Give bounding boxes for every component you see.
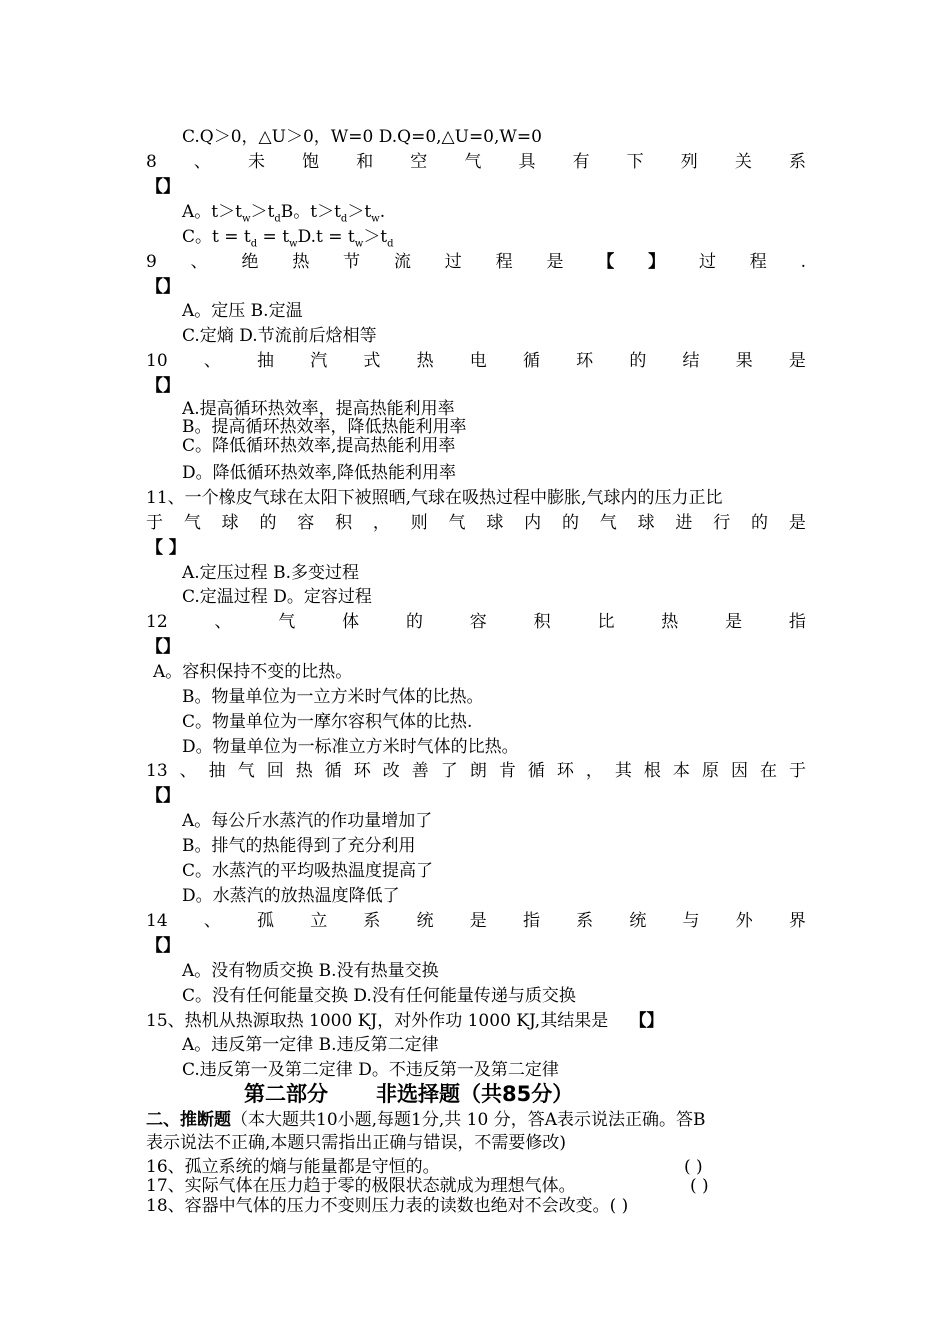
q13-stem-token: 、 bbox=[179, 761, 197, 781]
q9-bracket: 【】 bbox=[146, 277, 180, 297]
q13-stem-token: 热 bbox=[295, 761, 313, 781]
q8-stem-token: 未 bbox=[248, 152, 266, 172]
q11-stem-token: 容 bbox=[297, 513, 315, 533]
q10-stem-token: 果 bbox=[735, 351, 753, 371]
q12-option-b: B。物量单位为一立方米时气体的比热。 bbox=[182, 687, 484, 707]
part2-heading-left: 第二部分 bbox=[244, 1082, 328, 1106]
q8-option-ab-text: ＞t bbox=[250, 202, 275, 222]
q11-stem-token: 气 bbox=[599, 513, 617, 533]
q13-stem-token: 本 bbox=[672, 761, 690, 781]
q8-option-ab-text: A。t＞t bbox=[182, 202, 242, 222]
q15-option-ab: A。违反第一定律 B.违反第二定律 bbox=[182, 1035, 439, 1055]
q13-stem-token: 于 bbox=[788, 761, 806, 781]
q8-option-ab-text: ＞t bbox=[347, 202, 372, 222]
q15-option-cd: C.违反第一及第二定律 D。不违反第一及第二定律 bbox=[182, 1060, 559, 1080]
q9-stem-token: 9 bbox=[146, 252, 157, 272]
q14-bracket: 【】 bbox=[146, 936, 180, 956]
q10-bracket: 【】 bbox=[146, 376, 180, 396]
q10-stem-token: 抽 bbox=[257, 351, 275, 371]
section2-intro bbox=[146, 1109, 705, 1131]
q8-stem-token: 系 bbox=[788, 152, 806, 172]
q8-stem-token: 下 bbox=[626, 152, 644, 172]
q13-option-b: B。排气的热能得到了充分利用 bbox=[182, 836, 416, 856]
q8-option-cd-subscript: d bbox=[387, 238, 394, 250]
q12-stem-token: 的 bbox=[405, 612, 423, 632]
q9-stem-token: 热 bbox=[292, 252, 310, 272]
q12-stem-token: 12 bbox=[146, 612, 168, 632]
q8-option-cd-subscript: w bbox=[354, 238, 364, 250]
q9-stem-token: 流 bbox=[393, 252, 411, 272]
q10-stem bbox=[146, 350, 806, 372]
q14-stem-token: 立 bbox=[310, 911, 328, 931]
q14-stem bbox=[146, 910, 806, 932]
q14-stem-token: 系 bbox=[363, 911, 381, 931]
q11-stem-token: 内 bbox=[524, 513, 542, 533]
q13-stem-token: 因 bbox=[730, 761, 748, 781]
q13-stem-token: 回 bbox=[266, 761, 284, 781]
q9-stem-token: 是 bbox=[546, 252, 564, 272]
q15-stem bbox=[146, 1010, 664, 1032]
q12-option-d: D。物量单位为一标准立方米时气体的比热。 bbox=[182, 737, 519, 757]
q8-option-ab-subscript: d bbox=[274, 213, 281, 225]
q14-stem-token: 外 bbox=[735, 911, 753, 931]
q11-stem-token: 则 bbox=[410, 513, 428, 533]
q13-stem-token: 循 bbox=[527, 761, 545, 781]
q12-stem-token: 积 bbox=[533, 612, 551, 632]
q11-stem-token: 气 bbox=[183, 513, 201, 533]
q14-option-ab: A。没有物质交换 B.没有热量交换 bbox=[182, 961, 439, 981]
q12-stem-token: 比 bbox=[597, 612, 615, 632]
q8-stem-token: 、 bbox=[193, 152, 211, 172]
q8-option-cd-subscript: d bbox=[250, 238, 258, 250]
q8-option-ab-subscript: w bbox=[371, 213, 380, 225]
q8-stem-token: 有 bbox=[572, 152, 590, 172]
q11-stem-token: ， bbox=[372, 513, 390, 533]
q8-stem-token: 和 bbox=[356, 152, 374, 172]
q11-stem-token: 行 bbox=[713, 513, 731, 533]
q13-stem-token: 改 bbox=[382, 761, 400, 781]
q14-stem-token: 系 bbox=[576, 911, 594, 931]
q13-stem-token: ， bbox=[585, 761, 603, 781]
q9-stem-token: . bbox=[800, 252, 806, 272]
q13-stem-token: 善 bbox=[411, 761, 429, 781]
q8-option-cd-text: ＞t bbox=[363, 227, 388, 247]
q13-stem-token: 抽 bbox=[208, 761, 226, 781]
q13-stem-token: 根 bbox=[643, 761, 661, 781]
q16-text: 16、孤立系统的熵与能量都是守恒的。 bbox=[146, 1157, 440, 1177]
q17-answer-paren: ( ) bbox=[690, 1176, 709, 1196]
q13-stem-token: 了 bbox=[440, 761, 458, 781]
q12-option-a: A。容积保持不变的比热。 bbox=[153, 662, 353, 682]
q9-option-cd: C.定熵 D.节流前后焓相等 bbox=[182, 326, 377, 346]
q8-bracket: 【】 bbox=[146, 177, 180, 197]
q13-stem-token: 其 bbox=[614, 761, 632, 781]
q11-stem-line2 bbox=[146, 512, 806, 534]
q10-stem-token: 是 bbox=[788, 351, 806, 371]
q9-stem-token: 】 bbox=[648, 252, 666, 272]
q11-option-cd: C.定温过程 D。定容过程 bbox=[182, 587, 372, 607]
q14-stem-token: 统 bbox=[416, 911, 434, 931]
q11-stem-token: 是 bbox=[788, 513, 806, 533]
q7-option-cd: C.Q＞0，△U＞0，W=0 D.Q=0,△U=0,W=0 bbox=[182, 127, 542, 147]
q11-stem-token: 进 bbox=[675, 513, 693, 533]
q13-stem-token: 在 bbox=[759, 761, 777, 781]
q8-option-cd-text: = t bbox=[257, 227, 290, 247]
q10-stem-token: 环 bbox=[576, 351, 594, 371]
q10-stem-token: 热 bbox=[416, 351, 434, 371]
q8-option-ab-subscript: w bbox=[241, 213, 251, 225]
q8-stem-token: 列 bbox=[680, 152, 698, 172]
q13-stem-token: 循 bbox=[324, 761, 342, 781]
q18-text: 18、容器中气体的压力不变则压力表的读数也绝对不会改变。( ) bbox=[146, 1196, 629, 1216]
q9-stem-token: 过 bbox=[698, 252, 716, 272]
q11-stem-token: 气 bbox=[448, 513, 466, 533]
q12-bracket: 【】 bbox=[146, 637, 180, 657]
q13-stem-token: 环 bbox=[556, 761, 574, 781]
q10-stem-token: 结 bbox=[682, 351, 700, 371]
q8-stem-token: 具 bbox=[518, 152, 536, 172]
q10-option-c: C。降低循环热效率,提高热能利用率 bbox=[182, 436, 456, 456]
q12-stem-token: 指 bbox=[788, 612, 806, 632]
q11-bracket: 【 】 bbox=[146, 538, 186, 558]
q8-stem bbox=[146, 151, 806, 173]
q8-option-ab-text: B。t＞t bbox=[280, 202, 341, 222]
q9-stem-token: 程 bbox=[495, 252, 513, 272]
q9-stem-token: 过 bbox=[444, 252, 462, 272]
q9-option-ab: A。定压 B.定温 bbox=[182, 301, 303, 321]
section2-desc-line1: （本大题共10小题,每题1分,共 10 分，答A表示说法正确。答B bbox=[231, 1110, 706, 1130]
q14-stem-token: 指 bbox=[522, 911, 540, 931]
q14-stem-token: 界 bbox=[788, 911, 806, 931]
q13-stem-token: 肯 bbox=[498, 761, 516, 781]
q8-stem-token: 饱 bbox=[302, 152, 320, 172]
q8-option-ab-text: . bbox=[379, 202, 386, 222]
q11-stem-line1: 11、一个橡皮气球在太阳下被照晒,气球在吸热过程中膨胀,气球内的压力正比 bbox=[146, 488, 723, 508]
q14-stem-token: 14 bbox=[146, 911, 168, 931]
q15-stem-text: 15、热机从热源取热 1000 KJ，对外作功 1000 KJ,其结果是 bbox=[146, 1011, 609, 1031]
q14-stem-token: 统 bbox=[629, 911, 647, 931]
q11-stem-token: 的 bbox=[259, 513, 277, 533]
q14-stem-token: 是 bbox=[469, 911, 487, 931]
q11-stem-token: 球 bbox=[637, 513, 655, 533]
q14-stem-token: 与 bbox=[682, 911, 700, 931]
q13-stem-token: 气 bbox=[237, 761, 255, 781]
q12-stem-token: 是 bbox=[725, 612, 743, 632]
q11-stem-token: 球 bbox=[221, 513, 239, 533]
q12-option-c: C。物量单位为一摩尔容积气体的比热. bbox=[182, 712, 473, 732]
q11-stem-token: 的 bbox=[561, 513, 579, 533]
q10-stem-token: 电 bbox=[469, 351, 487, 371]
q13-option-d: D。水蒸汽的放热温度降低了 bbox=[182, 886, 400, 906]
q10-stem-token: 式 bbox=[363, 351, 381, 371]
q12-stem-token: 体 bbox=[342, 612, 360, 632]
q14-option-cd: C。没有任何能量交换 D.没有任何能量传递与质交换 bbox=[182, 986, 576, 1006]
q14-stem-token: 孤 bbox=[257, 911, 275, 931]
part2-heading-right: 非选择题（共85分） bbox=[376, 1082, 574, 1106]
q9-stem-token: 绝 bbox=[241, 252, 259, 272]
q13-stem-token: 环 bbox=[353, 761, 371, 781]
q10-stem-token: 、 bbox=[203, 351, 221, 371]
section2-heading: 二、推断题 bbox=[146, 1110, 231, 1130]
q9-stem-token: 节 bbox=[343, 252, 361, 272]
q14-stem-token: 、 bbox=[203, 911, 221, 931]
q16-answer-paren: ( ) bbox=[684, 1157, 703, 1177]
q10-option-a: A.提高循环热效率，提高热能利用率 bbox=[182, 399, 455, 419]
q9-stem-token: 程 bbox=[749, 252, 767, 272]
q12-stem-token: 、 bbox=[214, 612, 232, 632]
q11-stem-token: 球 bbox=[486, 513, 504, 533]
q13-stem-token: 朗 bbox=[469, 761, 487, 781]
q11-stem-token: 积 bbox=[335, 513, 353, 533]
q10-stem-token: 的 bbox=[629, 351, 647, 371]
q8-option-cd-text: C。t = t bbox=[182, 227, 251, 247]
q12-stem-token: 气 bbox=[278, 612, 296, 632]
q9-stem-token: 【 bbox=[597, 252, 615, 272]
q10-stem-token: 汽 bbox=[310, 351, 328, 371]
q8-option-cd-text: D.t = t bbox=[297, 227, 355, 247]
q10-stem-token: 10 bbox=[146, 351, 168, 371]
q13-stem bbox=[146, 760, 806, 782]
part2-heading bbox=[244, 1081, 573, 1107]
q8-option-cd-subscript: w bbox=[289, 238, 298, 250]
q13-option-a: A。每公斤水蒸汽的作功量增加了 bbox=[182, 811, 433, 831]
q8-stem-token: 关 bbox=[734, 152, 752, 172]
q13-stem-token: 原 bbox=[701, 761, 719, 781]
q13-stem-token: 13 bbox=[146, 761, 168, 781]
q11-stem-token: 于 bbox=[146, 513, 163, 533]
q17-text: 17、实际气体在压力趋于零的极限状态就成为理想气体。 bbox=[146, 1176, 576, 1196]
q9-stem-token: 、 bbox=[190, 252, 208, 272]
q8-option-ab-subscript: d bbox=[340, 213, 348, 225]
q13-option-c: C。水蒸汽的平均吸热温度提高了 bbox=[182, 861, 434, 881]
q10-stem-token: 循 bbox=[522, 351, 540, 371]
q10-option-b: B。提高循环热效率，降低热能利用率 bbox=[182, 417, 467, 437]
q12-stem-token: 容 bbox=[469, 612, 487, 632]
q12-stem-token: 热 bbox=[661, 612, 679, 632]
q8-stem-token: 空 bbox=[410, 152, 428, 172]
section2-desc-line2: 表示说法不正确,本题只需指出正确与错误，不需要修改) bbox=[146, 1133, 567, 1153]
q13-bracket: 【】 bbox=[146, 786, 180, 806]
q9-stem bbox=[146, 251, 806, 273]
q8-stem-token: 8 bbox=[146, 152, 157, 172]
q10-option-d: D。降低循环热效率,降低热能利用率 bbox=[182, 463, 457, 483]
q11-stem-token: 的 bbox=[751, 513, 768, 533]
q12-stem bbox=[146, 611, 806, 633]
q8-stem-token: 气 bbox=[464, 152, 482, 172]
q15-bracket: 【】 bbox=[629, 1011, 664, 1031]
q11-option-ab: A.定压过程 B.多变过程 bbox=[182, 563, 359, 583]
